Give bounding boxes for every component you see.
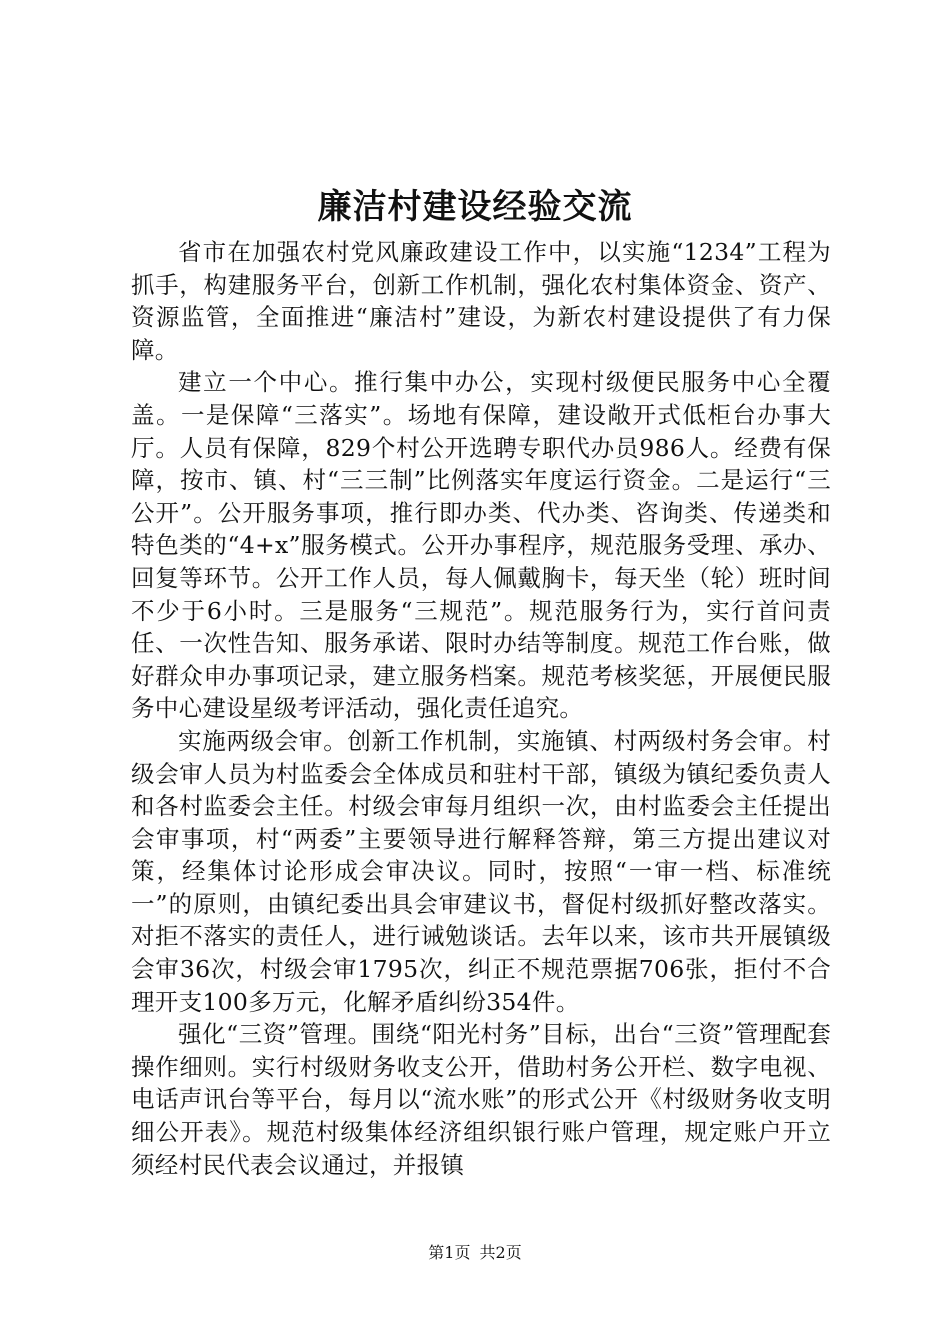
page-footer	[0, 1242, 950, 1264]
paragraph-assets: 强化“三资”管理。围绕“阳光村务”目标，出台“三资”管理配套操作细则。实行村级财务收支公开，借助村务公开栏、数字电视、电话声讯台等平台，每月以“流水账”的形式公开《村级财务收支明细公开表》。规范村级集体经济组织银行账户管理，规定账户开立须经村民代表会议通过，并报镇	[131, 1020, 831, 1179]
document-body	[131, 236, 831, 1181]
paragraph-review: 实施两级会审。创新工作机制，实施镇、村两级村务会审。村级会审人员为村监委会全体成员和驻村干部，镇级为镇纪委负责人和各村监委会主任。村级会审每月组织一次，由村监委会主任提出会审事项，村“两委”主要领导进行解释答辩，第三方提出建议对策，经集体讨论形成会审决议。同时，按照“一审一档、标准统一”的原则，由镇纪委出具会审建议书，督促村级抓好整改落实。对拒不落实的责任人，进行诫勉谈话。去年以来，该市共开展镇级会审36次，村级会审1795次，纠正不规范票据706张，拒付不合理开支100多万元，化解矛盾纠纷354件。	[131, 726, 831, 1016]
document-title: 廉洁村建设经验交流	[317, 187, 633, 227]
paragraph-center: 建立一个中心。推行集中办公，实现村级便民服务中心全覆盖。一是保障“三落实”。场地有保障，建设敞开式低柜台办事大厅。人员有保障，829个村公开选聘专职代办员986人。经费有保障，按市、镇、村“三三制”比例落实年度运行资金。二是运行“三公开”。公开服务事项，推行即办类、代办类、咨询类、传递类和特色类的“4+x”服务模式。公开办事程序，规范服务受理、承办、回复等环节。公开工作人员，每人佩戴胸卡，每天坐（轮）班时间不少于6小时。三是服务“三规范”。规范服务行为，实行首问责任、一次性告知、服务承诺、限时办结等制度。规范工作台账，做好群众申办事项记录，建立服务档案。规范考核奖惩，开展便民服务中心建设星级考评活动，强化责任追究。	[131, 368, 831, 723]
paragraph-intro: 省市在加强农村党风廉政建设工作中，以实施“1234”工程为抓手，构建服务平台，创新工作机制，强化农村集体资金、资产、资源监管，全面推进“廉洁村”建设，为新农村建设提供了有力保障。	[131, 238, 831, 364]
page-total: 共2页	[479, 1243, 522, 1262]
page-number: 第1页	[428, 1243, 471, 1262]
